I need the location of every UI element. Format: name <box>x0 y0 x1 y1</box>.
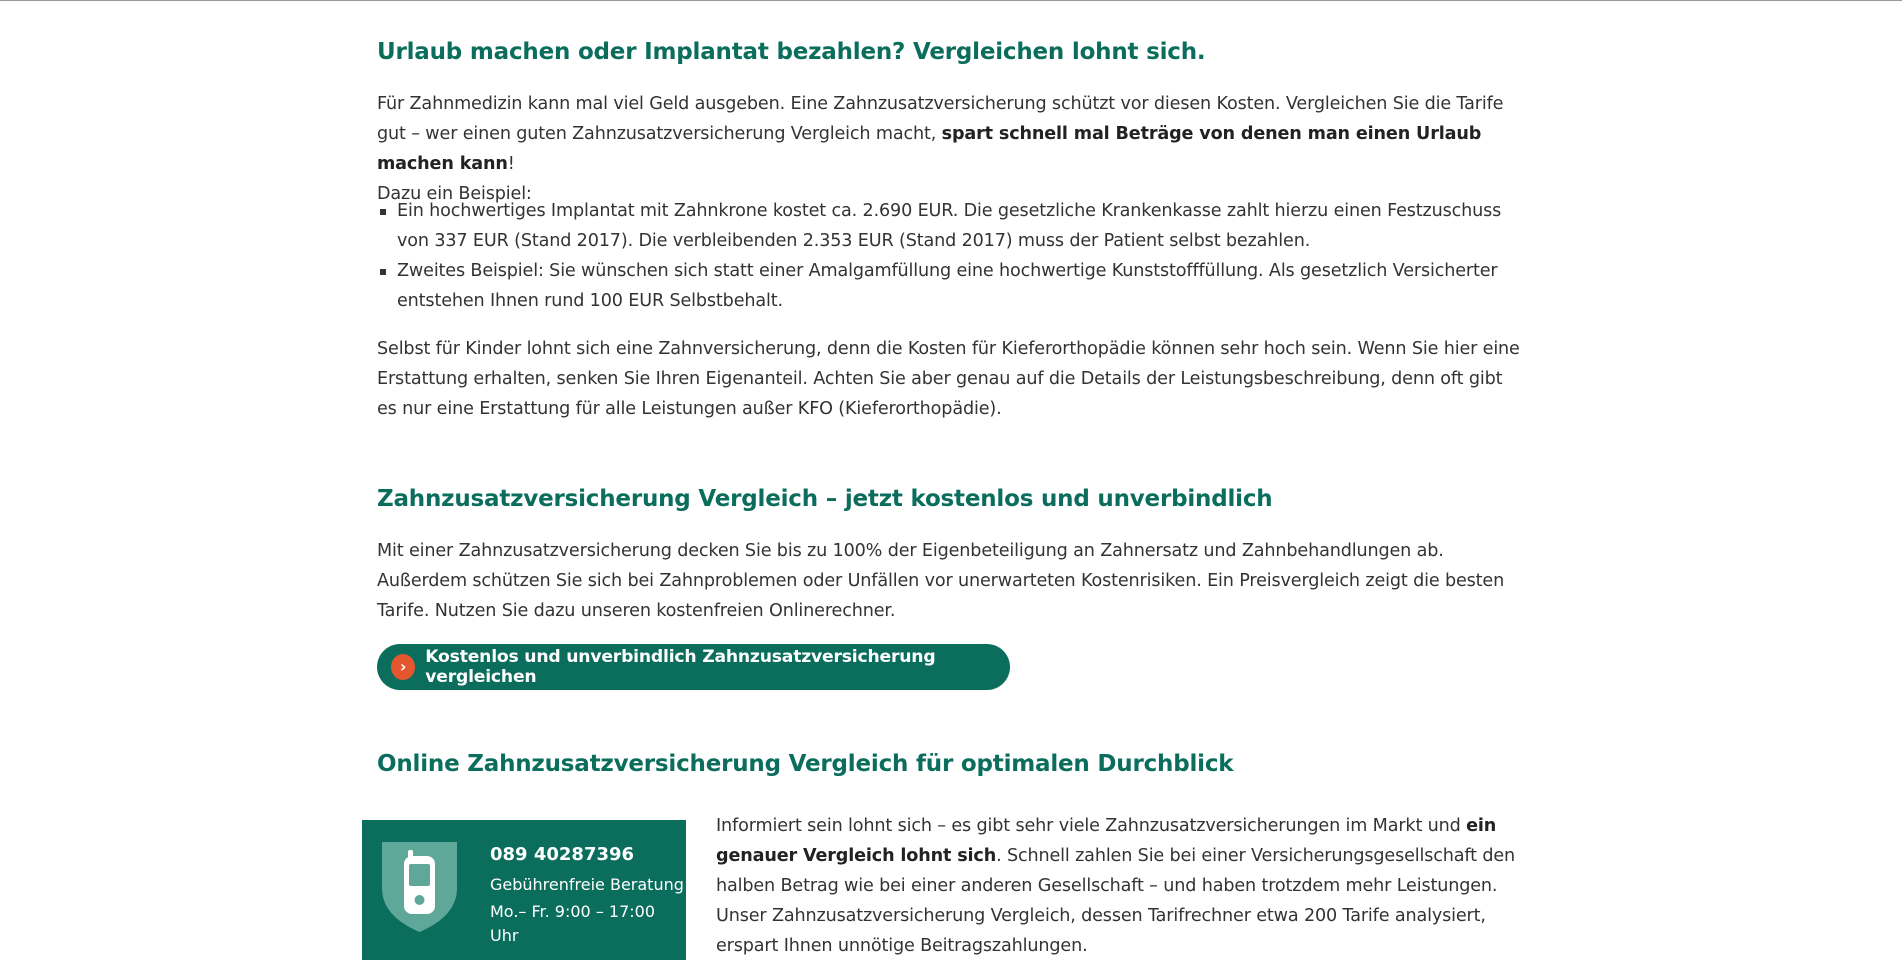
mobile-phone-icon <box>378 836 461 934</box>
list-item: Zweites Beispiel: Sie wünschen sich statt einer Amalgamfüllung eine hochwertige Kunststofffüllung. Als gesetzlich Versicherter entstehen Ihnen rund 100 EUR Selbstbehalt. <box>377 256 1527 316</box>
durchblick-text-2: . Schnell zahlen Sie bei einer Versicherungsgesellschaft den halben Betrag wie bei einer anderen Gesellschaft – und haben trotzdem mehr Leistungen. <box>716 846 1516 896</box>
intro-bold-text: spart schnell mal Beträge von denen man einen Urlaub machen kann <box>377 124 1482 174</box>
intro-end: ! <box>507 154 515 174</box>
durchblick-bold-text: ein genauer Vergleich lohnt sich <box>716 816 1497 866</box>
durchblick-paragraph <box>716 811 1527 961</box>
cta-label: Kostenlos und unverbindlich Zahnzusatzversicherung vergleichen <box>425 647 936 687</box>
contact-box <box>362 820 686 960</box>
contact-phone-number[interactable]: 089 40287396 <box>490 844 635 865</box>
list-item: Ein hochwertiges Implantat mit Zahnkrone kostet ca. 2.690 EUR. Die gesetzliche Krankenkasse zahlt hierzu einen Festzuschuss von 337 EUR (Stand 2017). Die verbleibenden 2.353 EUR (Stand 2017) muss der Patient selbst bezahlen. <box>377 196 1527 256</box>
top-divider <box>0 0 1902 1</box>
durchblick-text-1: Informiert sein lohnt sich – es gibt sehr viele Zahnzusatzversicherungen im Markt und <box>716 816 1467 836</box>
section-heading-urlaub: Urlaub machen oder Implantat bezahlen? Vergleichen lohnt sich. <box>377 39 1206 65</box>
vergleich-paragraph: Mit einer Zahnzusatzversicherung decken Sie bis zu 100% der Eigenbeteiligung an Zahnersatz und Zahnbehandlungen ab. Außerdem schützen Sie sich bei Zahnproblemen oder Unfällen vor unerwarteten Kostenrisiken. Ein Preisvergleich zeigt die besten Tarife. Nutzen Sie dazu unseren kostenfreien Onlinerechner. <box>377 541 1505 621</box>
intro-paragraph <box>377 89 1527 209</box>
contact-info-hours: Mo.– Fr. 9:00 – 17:00 Uhr <box>490 902 656 945</box>
example-label: Dazu ein Beispiel: <box>377 184 532 204</box>
example-list <box>377 196 1527 316</box>
contact-info-free-advice: Gebührenfreie Beratung <box>490 875 684 894</box>
chevron-right-icon: › <box>391 654 415 680</box>
section-heading-vergleich: Zahnzusatzversicherung Vergleich – jetzt kostenlos und unverbindlich <box>377 486 1273 512</box>
compare-cta-button[interactable] <box>377 644 1010 690</box>
section-heading-durchblick: Online Zahnzusatzversicherung Vergleich für optimalen Durchblick <box>377 751 1234 777</box>
durchblick-text-3: Unser Zahnzusatzversicherung Vergleich, dessen Tarifrechner etwa 200 Tarife analysiert, erspart Ihnen unnötige Beitragszahlungen. <box>716 906 1486 956</box>
children-paragraph: Selbst für Kinder lohnt sich eine Zahnversicherung, denn die Kosten für Kieferorthopädie können sehr hoch sein. Wenn Sie hier eine Erstattung erhalten, senken Sie Ihren Eigenanteil. Achten Sie aber genau auf die Details der Leistungsbeschreibung, denn oft gibt es nur eine Erstattung für alle Leistungen außer KFO (Kieferorthopädie). <box>377 339 1520 419</box>
intro-text: Für Zahnmedizin kann mal viel Geld ausgeben. Eine Zahnzusatzversicherung schützt vor diesen Kosten. Vergleichen Sie die Tarife gut – wer einen guten Zahnzusatzversicherung Vergleich macht, <box>377 94 1504 144</box>
